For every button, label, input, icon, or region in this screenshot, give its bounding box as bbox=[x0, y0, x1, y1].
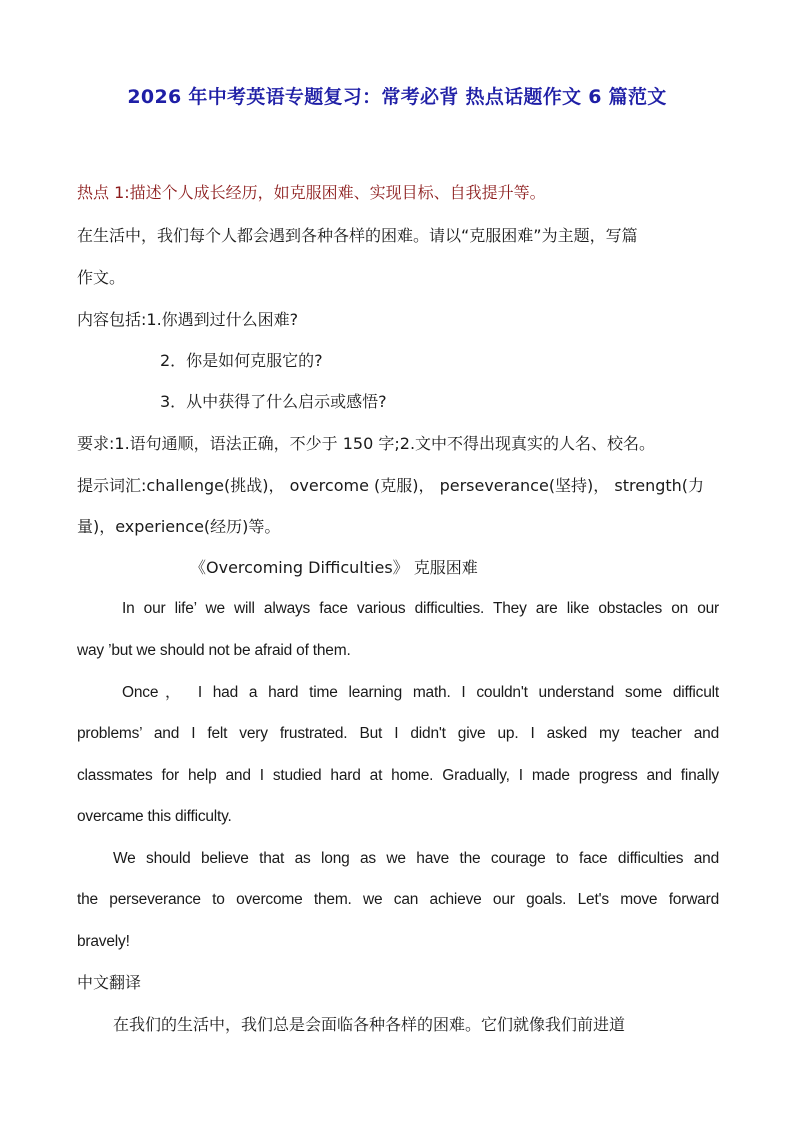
document-title: 2026 年中考英语专题复习：常考必背 热点话题作文 6 篇范文 bbox=[127, 86, 667, 108]
essay-p3-line-3: bravely! bbox=[77, 933, 130, 950]
topic-label: 热点 1:描述个人成长经历，如克服困难、实现目标、自我提升等。 bbox=[77, 183, 546, 202]
essay-p2-line-4: overcame this difficulty. bbox=[77, 808, 232, 825]
vocab-line-2: 量)，experience(经历)等。 bbox=[77, 517, 281, 536]
essay-p3-line-2: the perseverance to overcome them. we can achieve our goals. Let's move forward bbox=[77, 891, 719, 908]
translation-line-1: 在我们的生活中，我们总是会面临各种各样的困难。它们就像我们前进道 bbox=[113, 1015, 626, 1034]
requirements-line: 要求:1.语句通顺，语法正确，不少于 150 字;2.文中不得出现真实的人名、校名。 bbox=[77, 434, 656, 453]
essay-p1-line-2: way ’but we should not be afraid of them. bbox=[77, 642, 351, 659]
content-line-3: 3．从中获得了什么启示或感悟? bbox=[160, 392, 387, 411]
prompt-line-1: 在生活中，我们每个人都会遇到各种各样的困难。请以“克服困难”为主题，写篇 bbox=[77, 226, 638, 245]
content-line-1: 内容包括:1.你遇到过什么困难? bbox=[77, 310, 299, 329]
essay-p1-line-1: In our life’ we will always face various difficulties. They are like obstacles on our bbox=[122, 600, 719, 617]
content-line-2: 2．你是如何克服它的? bbox=[160, 351, 323, 370]
essay-p2-line-1: Once， I had a hard time learning math. I couldn't understand some difficult bbox=[122, 684, 719, 701]
essay-title: 《Overcoming Difficulties》 克服困难 bbox=[190, 558, 478, 577]
essay-p3-line-1: We should believe that as long as we have the courage to face difficulties and bbox=[113, 850, 719, 867]
translation-label: 中文翻译 bbox=[77, 973, 142, 992]
essay-p2-line-2: problems’ and I felt very frustrated. But I didn't give up. I asked my teacher and bbox=[77, 725, 719, 742]
prompt-line-2: 作文。 bbox=[77, 268, 126, 287]
vocab-line-1: 提示词汇:challenge(挑战)， overcome (克服)， perseverance(坚持)， strength(力 bbox=[77, 476, 705, 495]
essay-p2-line-3: classmates for help and I studied hard at home. Gradually, I made progress and finally bbox=[77, 767, 719, 784]
